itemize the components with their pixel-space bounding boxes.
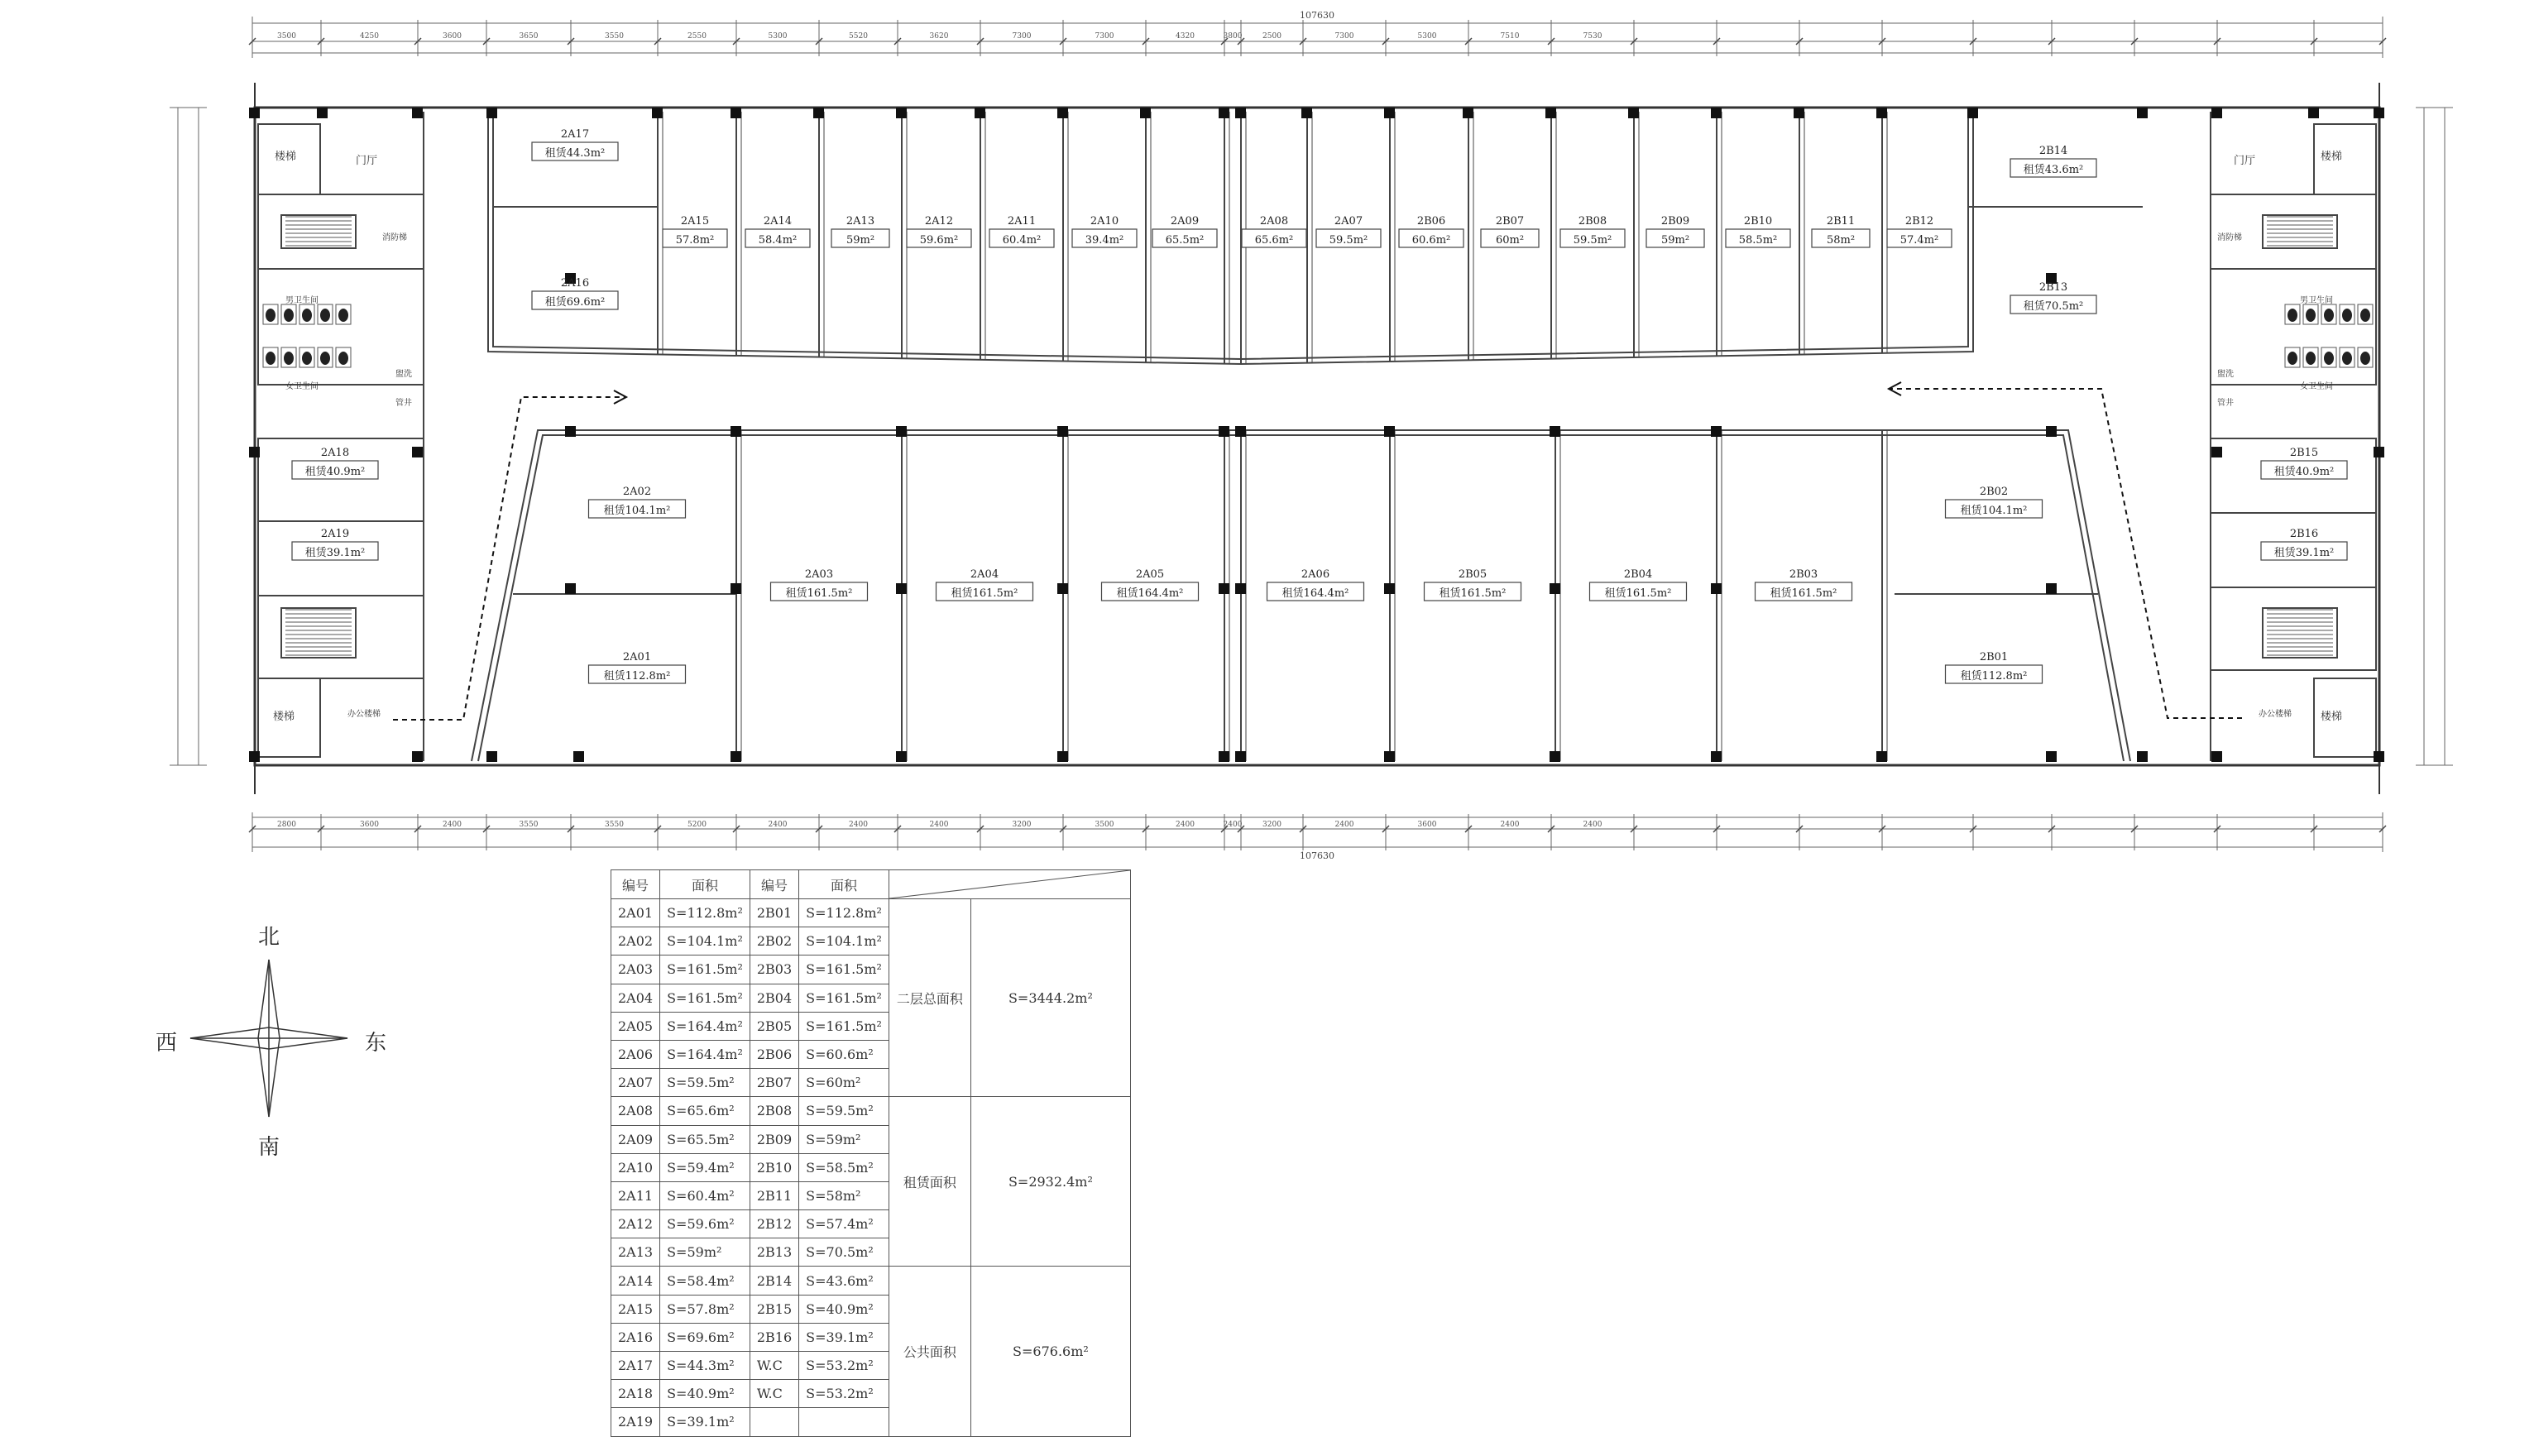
unit-area: 租赁161.5m² <box>1770 587 1837 600</box>
dimension-value: 3600 <box>1417 821 1437 829</box>
unit-area-cell: S=161.5m² <box>660 984 750 1012</box>
unit-area-cell: S=65.5m² <box>660 1125 750 1153</box>
unit-id: 2B15 <box>2289 447 2319 459</box>
summary-value: S=676.6m² <box>970 1267 1130 1436</box>
unit-id: 2B12 <box>1904 215 1934 228</box>
dimension-value: 5200 <box>687 821 707 829</box>
area-table <box>611 869 1131 1437</box>
unit-id-cell <box>750 1408 798 1436</box>
unit-area-cell: S=161.5m² <box>799 956 889 984</box>
unit-id-cell: 2A15 <box>611 1295 660 1323</box>
dimension-value: 7530 <box>1583 32 1602 41</box>
unit-area-cell: S=57.4m² <box>799 1210 889 1238</box>
wc-m-west: 男卫生间 <box>285 296 319 305</box>
bottom-dimension-ticks <box>249 814 2386 850</box>
unit-id-cell: 2A16 <box>611 1323 660 1351</box>
unit-id-cell: 2B06 <box>750 1040 798 1068</box>
building-outline <box>255 83 2379 794</box>
dimension-value: 3500 <box>1095 821 1114 829</box>
dimension-value: 2400 <box>1223 821 1243 829</box>
dimension-value: 3200 <box>1262 821 1281 829</box>
unit-area-cell: S=58.5m² <box>799 1153 889 1181</box>
unit-id-cell: 2B10 <box>750 1153 798 1181</box>
unit-id-cell: 2B11 <box>750 1181 798 1209</box>
unit-area: 租赁69.6m² <box>544 296 606 309</box>
dimension-value: 5520 <box>849 32 868 41</box>
header-cell: 编号 <box>611 870 660 899</box>
pipe-west: 管井 <box>395 399 412 408</box>
unit-area: 57.8m² <box>675 234 715 247</box>
summary-value: S=3444.2m² <box>970 899 1130 1097</box>
unit-area: 59m² <box>846 234 875 247</box>
unit-id-cell: 2B07 <box>750 1069 798 1097</box>
unit-area-cell: S=60.6m² <box>799 1040 889 1068</box>
summary-value: S=2932.4m² <box>970 1097 1130 1267</box>
table-row <box>611 899 1131 927</box>
unit-area-cell: S=112.8m² <box>799 899 889 927</box>
hall-label-west: 门厅 <box>356 155 378 167</box>
west-core <box>258 112 424 761</box>
wash-east: 盥洗 <box>2217 370 2234 379</box>
summary-label: 二层总面积 <box>889 899 970 1097</box>
unit-area: 58.5m² <box>1738 234 1778 247</box>
unit-area-cell: S=58.4m² <box>660 1267 750 1295</box>
unit-area-cell: S=104.1m² <box>660 927 750 956</box>
unit-area-cell: S=104.1m² <box>799 927 889 956</box>
unit-area: 租赁164.4m² <box>1116 587 1184 600</box>
dimension-value: 3550 <box>605 821 624 829</box>
unit-id-cell: 2A02 <box>611 927 660 956</box>
header-cell: 面积 <box>799 870 889 899</box>
unit-id-cell: 2B08 <box>750 1097 798 1125</box>
unit-area: 59.6m² <box>919 234 959 247</box>
unit-area-cell: S=58m² <box>799 1181 889 1209</box>
dimension-value: 2550 <box>687 32 707 41</box>
unit-area-cell: S=60.4m² <box>660 1181 750 1209</box>
unit-id: 2B06 <box>1416 215 1446 228</box>
compass-south: 南 <box>258 1135 280 1160</box>
dimension-value: 3600 <box>443 32 462 41</box>
dimension-value: 2400 <box>929 821 949 829</box>
total-dimension-bottom: 107630 <box>1300 850 1334 861</box>
unit-id: 2B01 <box>1979 651 2009 663</box>
unit-id-cell: 2A05 <box>611 1012 660 1040</box>
dimension-value: 7300 <box>1095 32 1114 41</box>
unit-id: 2B02 <box>1979 486 2009 498</box>
unit-area-cell: S=57.8m² <box>660 1295 750 1323</box>
dimension-value: 4320 <box>1176 32 1195 41</box>
unit-area-cell: S=65.6m² <box>660 1097 750 1125</box>
unit-area: 60m² <box>1495 234 1525 247</box>
unit-id-cell: 2B01 <box>750 899 798 927</box>
unit-id-cell: 2A12 <box>611 1210 660 1238</box>
unit-area: 租赁39.1m² <box>2273 547 2335 559</box>
dimension-value: 5300 <box>1417 32 1437 41</box>
unit-id: 2A13 <box>846 215 875 228</box>
unit-area: 租赁161.5m² <box>1604 587 1672 600</box>
unit-id: 2A05 <box>1135 568 1165 581</box>
unit-area-cell: S=44.3m² <box>660 1352 750 1380</box>
west-stair-treads <box>285 217 352 655</box>
unit-area: 租赁40.9m² <box>304 466 366 478</box>
wash-west: 盥洗 <box>395 370 412 379</box>
unit-area-cell: S=164.4m² <box>660 1012 750 1040</box>
unit-id-cell: 2B16 <box>750 1323 798 1351</box>
unit-id: 2A11 <box>1007 215 1037 228</box>
dimension-value: 2400 <box>768 821 788 829</box>
header-blank-cell <box>889 870 1130 899</box>
dimension-value: 3650 <box>519 32 539 41</box>
dimension-value: 3500 <box>277 32 296 41</box>
unit-id: 2A06 <box>1301 568 1330 581</box>
dimension-value: 2400 <box>849 821 868 829</box>
dimension-value: 2800 <box>277 821 296 829</box>
unit-area-cell: S=59.5m² <box>799 1097 889 1125</box>
unit-id-cell: W.C <box>750 1352 798 1380</box>
unit-area: 租赁161.5m² <box>785 587 853 600</box>
unit-area: 租赁39.1m² <box>304 547 366 559</box>
unit-area-cell: S=59.4m² <box>660 1153 750 1181</box>
unit-area-cell: S=112.8m² <box>660 899 750 927</box>
dimension-value: 3600 <box>360 821 379 829</box>
unit-id-cell: 2A17 <box>611 1352 660 1380</box>
unit-id: 2B14 <box>2038 145 2068 157</box>
unit-area: 租赁40.9m² <box>2273 466 2335 478</box>
dimension-value: 2400 <box>1176 821 1195 829</box>
unit-area: 租赁104.1m² <box>603 505 671 517</box>
unit-id: 2B09 <box>1660 215 1690 228</box>
wc-m-east: 男卫生间 <box>2300 296 2333 305</box>
table-row <box>611 1267 1131 1295</box>
dimension-value: 3550 <box>519 821 539 829</box>
dimension-value: 7510 <box>1500 32 1520 41</box>
table-row <box>611 1097 1131 1125</box>
unit-id: 2A01 <box>622 651 652 663</box>
unit-id-cell: 2B14 <box>750 1267 798 1295</box>
east-toilet-fixtures <box>2285 304 2373 367</box>
stair-label-ne: 楼梯 <box>2321 151 2343 163</box>
dimension-value: 2400 <box>1334 821 1354 829</box>
top-dimension-chain <box>252 17 2383 58</box>
header-cell: 编号 <box>750 870 798 899</box>
unit-id: 2B03 <box>1789 568 1818 581</box>
unit-id-cell: W.C <box>750 1380 798 1408</box>
unit-area-cell: S=53.2m² <box>799 1352 889 1380</box>
dimension-value: 3800 <box>1223 32 1243 41</box>
dimension-value: 2400 <box>1500 821 1520 829</box>
unit-id-cell: 2A14 <box>611 1267 660 1295</box>
unit-id-cell: 2A10 <box>611 1153 660 1181</box>
unit-id: 2A16 <box>560 277 590 290</box>
total-dimension-top: 107630 <box>1300 10 1334 21</box>
unit-id-cell: 2A04 <box>611 984 660 1012</box>
unit-area-cell: S=43.6m² <box>799 1267 889 1295</box>
header-cell: 面积 <box>660 870 750 899</box>
unit-id-cell: 2A18 <box>611 1380 660 1408</box>
unit-id-cell: 2B03 <box>750 956 798 984</box>
stair-label-se: 楼梯 <box>2321 711 2343 723</box>
dimension-value: 2400 <box>1583 821 1602 829</box>
unit-area-cell: S=59m² <box>799 1125 889 1153</box>
unit-id-cell: 2B09 <box>750 1125 798 1153</box>
stair-label-sw: 楼梯 <box>273 711 295 723</box>
unit-area: 59m² <box>1660 234 1690 247</box>
unit-area-cell: S=161.5m² <box>660 956 750 984</box>
dimension-value: 5300 <box>768 32 788 41</box>
west-toilet-fixtures <box>263 304 351 367</box>
unit-id: 2A10 <box>1090 215 1119 228</box>
unit-id-cell: 2B15 <box>750 1295 798 1323</box>
unit-area: 租赁43.6m² <box>2023 164 2084 176</box>
table-header-row <box>611 870 1131 899</box>
unit-area: 租赁70.5m² <box>2023 300 2084 313</box>
unit-area-cell: S=39.1m² <box>799 1323 889 1351</box>
unit-id-cell: 2A19 <box>611 1408 660 1436</box>
compass-east: 东 <box>365 1031 387 1056</box>
unit-area: 60.6m² <box>1411 234 1451 247</box>
unit-area-cell: S=40.9m² <box>660 1380 750 1408</box>
unit-area: 60.4m² <box>1002 234 1042 247</box>
stair-label-nw: 楼梯 <box>275 151 297 163</box>
unit-area: 57.4m² <box>1899 234 1939 247</box>
unit-area-cell: S=69.6m² <box>660 1323 750 1351</box>
corridor-tag-east: 办公楼梯 <box>2259 710 2292 719</box>
unit-id: 2A18 <box>320 447 350 459</box>
unit-id: 2B04 <box>1623 568 1653 581</box>
wc-f-east: 女卫生间 <box>2300 382 2333 391</box>
unit-id-cell: 2A11 <box>611 1181 660 1209</box>
dimension-value: 2400 <box>443 821 462 829</box>
unit-area: 39.4m² <box>1085 234 1124 247</box>
unit-id-cell: 2B02 <box>750 927 798 956</box>
evacuation-route-east <box>1889 382 2242 718</box>
unit-id-cell: 2A13 <box>611 1238 660 1267</box>
unit-id: 2A12 <box>924 215 954 228</box>
unit-id: 2A08 <box>1259 215 1289 228</box>
top-dimension-ticks <box>249 20 2386 56</box>
unit-id: 2A19 <box>320 528 350 540</box>
unit-area: 65.5m² <box>1165 234 1205 247</box>
unit-area: 租赁112.8m² <box>1960 670 2028 682</box>
dimension-value: 7300 <box>1012 32 1032 41</box>
compass-north: 北 <box>258 925 280 950</box>
unit-id: 2A15 <box>680 215 710 228</box>
summary-label: 公共面积 <box>889 1267 970 1436</box>
unit-area: 59.5m² <box>1329 234 1368 247</box>
unit-area-cell: S=39.1m² <box>660 1408 750 1436</box>
unit-area: 65.6m² <box>1254 234 1294 247</box>
unit-id: 2B13 <box>2038 281 2068 294</box>
unit-area-cell: S=164.4m² <box>660 1040 750 1068</box>
unit-id-cell: 2B05 <box>750 1012 798 1040</box>
unit-area-cell: S=53.2m² <box>799 1380 889 1408</box>
unit-area-cell: S=59.5m² <box>660 1069 750 1097</box>
unit-area: 租赁104.1m² <box>1960 505 2028 517</box>
unit-id: 2A14 <box>763 215 793 228</box>
wc-f-west: 女卫生间 <box>285 382 319 391</box>
unit-id: 2B07 <box>1495 215 1525 228</box>
unit-id: 2B11 <box>1826 215 1856 228</box>
unit-id: 2A02 <box>622 486 652 498</box>
unit-area: 58.4m² <box>758 234 798 247</box>
unit-area-cell: S=59m² <box>660 1238 750 1267</box>
unit-labels <box>292 128 2347 683</box>
unit-id: 2A09 <box>1170 215 1200 228</box>
unit-id-cell: 2A08 <box>611 1097 660 1125</box>
unit-id-cell: 2A09 <box>611 1125 660 1153</box>
dimension-value: 7300 <box>1334 32 1354 41</box>
unit-area: 59.5m² <box>1573 234 1612 247</box>
unit-id-cell: 2B12 <box>750 1210 798 1238</box>
unit-id-cell: 2A01 <box>611 899 660 927</box>
compass-rose <box>190 960 347 1117</box>
unit-area: 租赁112.8m² <box>603 670 671 682</box>
unit-area: 58m² <box>1826 234 1856 247</box>
fire-east: 消防梯 <box>2217 233 2242 242</box>
unit-id: 2B10 <box>1743 215 1773 228</box>
east-core <box>2211 112 2376 761</box>
unit-id: 2A17 <box>560 128 590 141</box>
unit-id: 2A03 <box>804 568 834 581</box>
dimension-value: 3620 <box>929 32 949 41</box>
unit-id-cell: 2B13 <box>750 1238 798 1267</box>
dimension-value: 2500 <box>1262 32 1281 41</box>
unit-area-cell: S=70.5m² <box>799 1238 889 1267</box>
unit-id-cell: 2A03 <box>611 956 660 984</box>
dimension-value: 4250 <box>360 32 379 41</box>
dimension-value: 3550 <box>605 32 624 41</box>
unit-id-cell: 2A06 <box>611 1040 660 1068</box>
corridor-tag-west: 办公楼梯 <box>347 710 381 719</box>
unit-id: 2B08 <box>1578 215 1607 228</box>
fire-west: 消防梯 <box>382 233 407 242</box>
unit-id: 2B05 <box>1458 568 1487 581</box>
unit-id: 2B16 <box>2289 528 2319 540</box>
unit-id: 2A07 <box>1334 215 1363 228</box>
compass-west: 西 <box>156 1031 178 1056</box>
unit-id-cell: 2B04 <box>750 984 798 1012</box>
east-stair-treads <box>2267 217 2333 655</box>
unit-id: 2A04 <box>970 568 999 581</box>
pipe-east: 管井 <box>2217 399 2234 408</box>
dimension-value: 3200 <box>1012 821 1032 829</box>
unit-area-cell: S=161.5m² <box>799 1012 889 1040</box>
unit-area: 租赁161.5m² <box>1439 587 1507 600</box>
unit-id-cell: 2A07 <box>611 1069 660 1097</box>
unit-area: 租赁161.5m² <box>951 587 1018 600</box>
unit-area-cell: S=161.5m² <box>799 984 889 1012</box>
unit-area-cell: S=60m² <box>799 1069 889 1097</box>
summary-label: 租赁面积 <box>889 1097 970 1267</box>
unit-area-cell <box>799 1408 889 1436</box>
unit-area: 租赁44.3m² <box>544 147 606 160</box>
bottom-dimension-chain <box>252 812 2383 852</box>
unit-area: 租赁164.4m² <box>1281 587 1349 600</box>
unit-area-cell: S=40.9m² <box>799 1295 889 1323</box>
hall-label-east: 门厅 <box>2234 155 2256 167</box>
unit-area-cell: S=59.6m² <box>660 1210 750 1238</box>
